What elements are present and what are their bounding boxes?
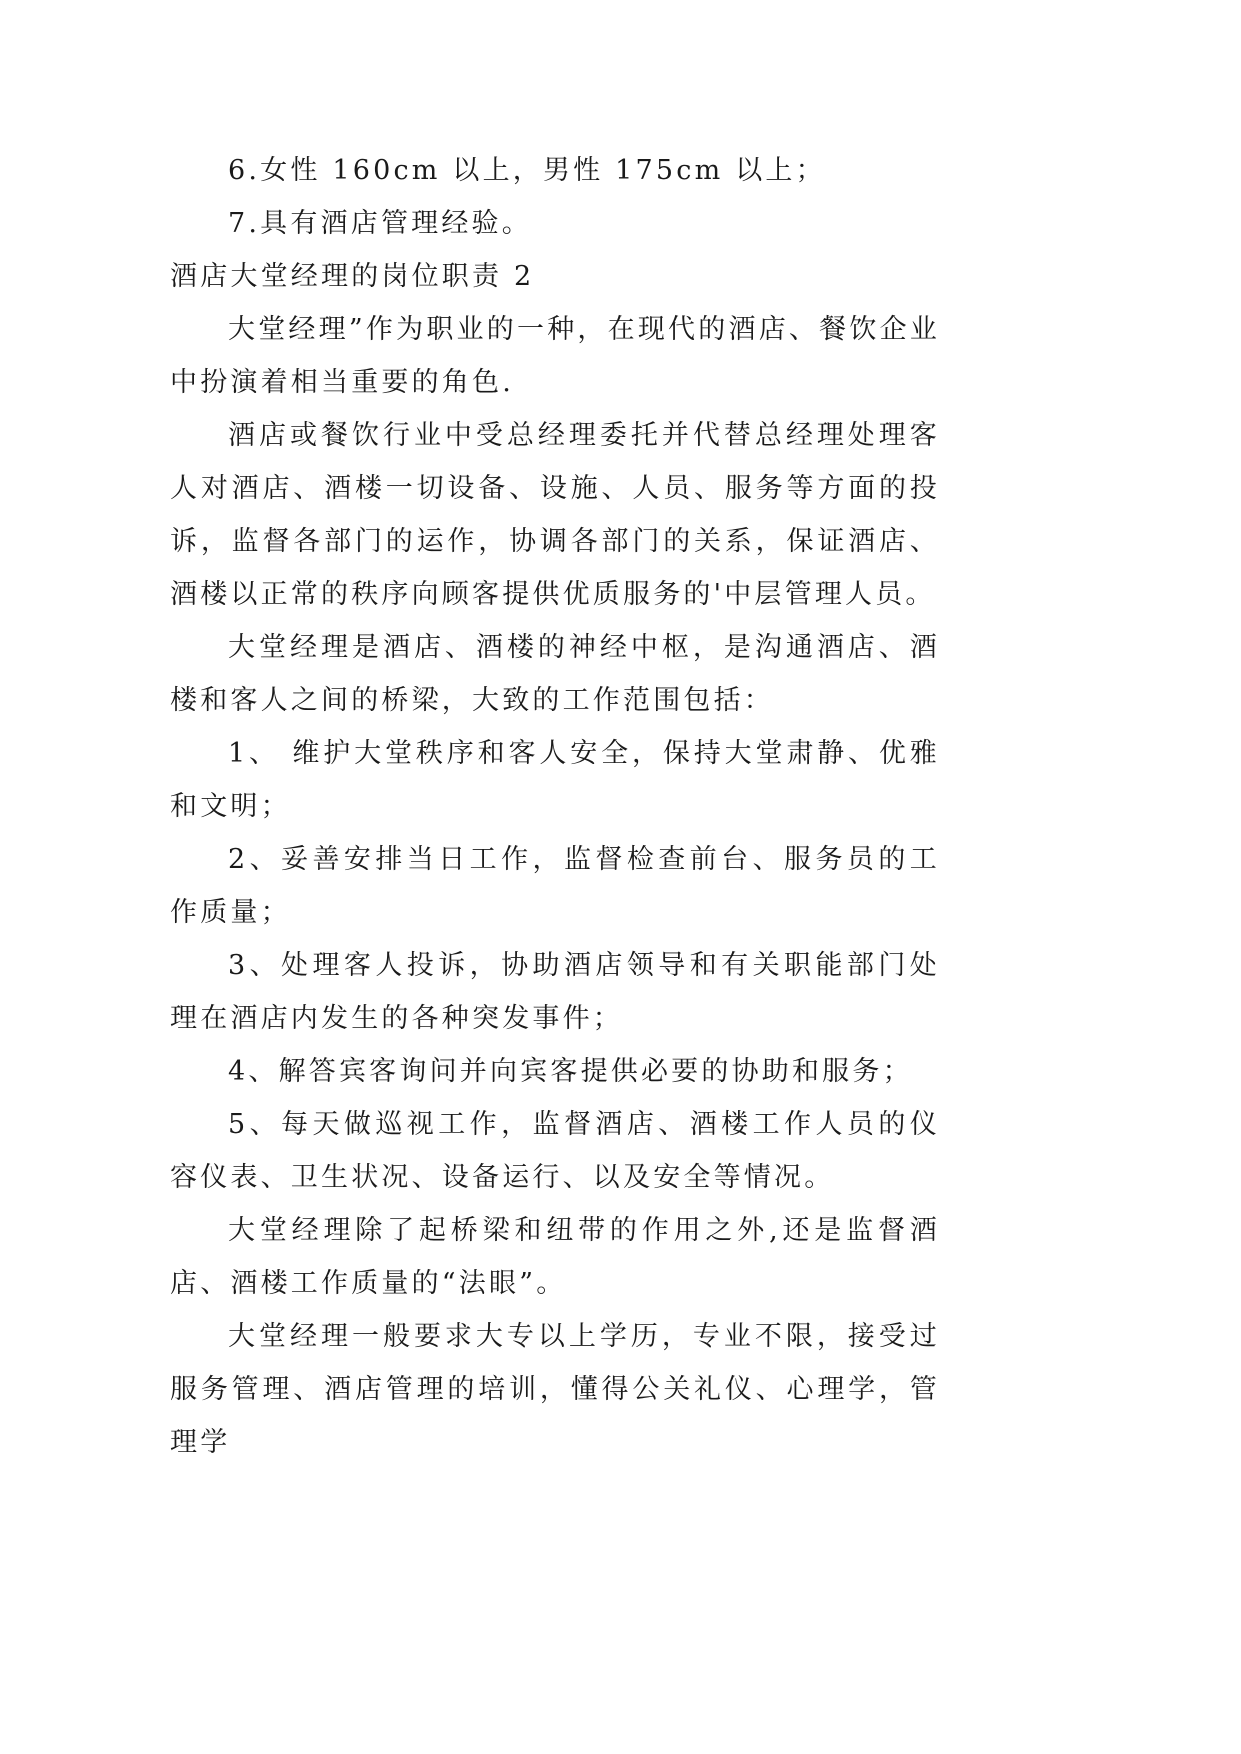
duty-item-5: 5、每天做巡视工作，监督酒店、酒楼工作人员的仪容仪表、卫生状况、设备运行、以及安全等情况。	[170, 1109, 940, 1193]
paragraph-role-definition: 酒店或餐饮行业中受总经理委托并代替总经理处理客人对酒店、酒楼一切设备、设施、人员、服务等方面的投诉，监督各部门的运作，协调各部门的关系，保证酒店、酒楼以正常的秩序向顾客提供优质服务的'中层管理人员。	[170, 420, 940, 610]
paragraph-scope-intro: 大堂经理是酒店、酒楼的神经中枢，是沟通酒店、酒楼和客人之间的桥梁，大致的工作范围包括：	[170, 632, 940, 716]
paragraph-supervision: 大堂经理除了起桥梁和纽带的作用之外,还是监督酒店、酒楼工作质量的“法眼”。	[170, 1215, 940, 1299]
duty-item-2: 2、妥善安排当日工作，监督检查前台、服务员的工作质量；	[170, 844, 940, 928]
section-heading: 酒店大堂经理的岗位职责 2	[170, 261, 535, 292]
paragraph-intro: 大堂经理”作为职业的一种，在现代的酒店、餐饮企业中扮演着相当重要的角色.	[170, 314, 940, 398]
requirement-line-7: 7.具有酒店管理经验。	[228, 208, 532, 239]
requirement-line-6: 6.女性 160cm 以上，男性 175cm 以上；	[228, 155, 826, 186]
duty-item-3: 3、处理客人投诉，协助酒店领导和有关职能部门处理在酒店内发生的各种突发事件；	[170, 950, 940, 1034]
paragraph-qualifications: 大堂经理一般要求大专以上学历，专业不限，接受过服务管理、酒店管理的培训，懂得公关礼仪、心理学，管理学	[170, 1321, 940, 1458]
duty-item-1: 1、 维护大堂秩序和客人安全，保持大堂肃静、优雅和文明；	[170, 738, 940, 822]
duty-item-4: 4、解答宾客询问并向宾客提供必要的协助和服务；	[228, 1056, 913, 1087]
document-body	[170, 144, 940, 1469]
